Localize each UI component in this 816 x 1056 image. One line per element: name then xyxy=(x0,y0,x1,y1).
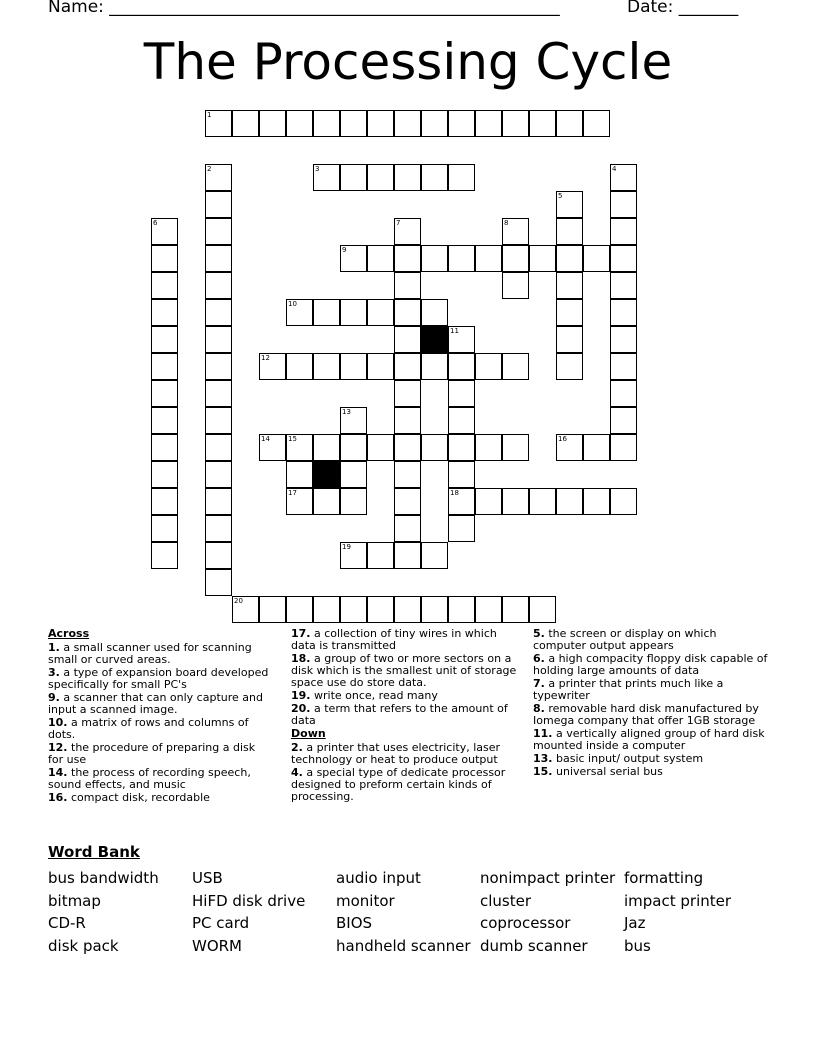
crossword-cell[interactable] xyxy=(205,488,232,515)
word-bank-item: bitmap xyxy=(48,891,101,910)
clue-number: 14. xyxy=(48,766,68,779)
crossword-cell[interactable] xyxy=(259,353,286,380)
crossword-cell[interactable] xyxy=(205,407,232,434)
crossword-cell[interactable] xyxy=(502,353,529,380)
word-bank-item: USB xyxy=(192,869,223,887)
crossword-cell[interactable] xyxy=(394,218,421,245)
clue-number: 20. xyxy=(291,702,311,715)
crossword-cell[interactable] xyxy=(286,434,313,461)
clue-text: a collection of tiny wires in which data is transmitted xyxy=(291,627,497,652)
crossword-cell[interactable] xyxy=(475,596,502,623)
crossword-cell[interactable] xyxy=(556,326,583,353)
clue-down-2 xyxy=(291,742,525,766)
crossword-cell[interactable] xyxy=(340,488,367,515)
crossword-cell[interactable] xyxy=(421,542,448,569)
crossword-cell[interactable] xyxy=(610,272,637,299)
crossword-cell[interactable] xyxy=(151,407,178,434)
crossword-cell[interactable] xyxy=(367,353,394,380)
crossword-cell[interactable] xyxy=(340,245,367,272)
crossword-cell[interactable] xyxy=(394,272,421,299)
crossword-cell[interactable] xyxy=(448,326,475,353)
clue-number-label: 7 xyxy=(396,219,401,227)
crossword-cell[interactable] xyxy=(394,596,421,623)
crossword-cell[interactable] xyxy=(286,488,313,515)
clue-number: 15. xyxy=(533,765,553,778)
crossword-cell[interactable] xyxy=(232,110,259,137)
clues-column-1 xyxy=(48,628,270,805)
crossword-cell[interactable] xyxy=(340,542,367,569)
clue-across-3 xyxy=(48,667,270,691)
word-bank-item: nonimpact printer xyxy=(480,869,616,887)
crossword-cell[interactable] xyxy=(394,164,421,191)
clue-number-label: 10 xyxy=(288,300,297,308)
crossword-cell[interactable] xyxy=(448,164,475,191)
crossword-cell[interactable] xyxy=(421,164,448,191)
clue-text: a scanner that can only capture and input a scanned image. xyxy=(48,691,263,716)
crossword-cell[interactable] xyxy=(205,191,232,218)
crossword-cell[interactable] xyxy=(502,272,529,299)
crossword-cell[interactable] xyxy=(556,272,583,299)
clue-number: 2. xyxy=(291,741,303,754)
clue-number-label: 11 xyxy=(450,327,459,335)
name-field[interactable]: Name: _____________________________________________________ xyxy=(48,0,560,17)
across-heading: Across xyxy=(48,627,90,640)
clue-across-16 xyxy=(48,792,270,804)
crossword-cell[interactable] xyxy=(151,299,178,326)
crossword-cell[interactable] xyxy=(610,326,637,353)
clue-number-label: 15 xyxy=(288,435,297,443)
crossword-cell[interactable] xyxy=(232,596,259,623)
word-bank-item: cluster xyxy=(480,891,532,910)
crossword-cell[interactable] xyxy=(610,245,637,272)
crossword-cell[interactable] xyxy=(610,434,637,461)
crossword-cell[interactable] xyxy=(502,218,529,245)
clue-number: 11. xyxy=(533,727,553,740)
crossword-cell[interactable] xyxy=(205,569,232,596)
clue-text: the procedure of preparing a disk for use xyxy=(48,741,256,766)
clues-column-2 xyxy=(291,628,525,804)
crossword-cell[interactable] xyxy=(529,110,556,137)
crossword-cell[interactable] xyxy=(394,110,421,137)
clue-text: the screen or display on which computer output appears xyxy=(533,627,717,652)
clue-text: the process of recording speech, sound effects, and music xyxy=(48,766,251,791)
crossword-cell[interactable] xyxy=(475,488,502,515)
clue-text: a small scanner used for scanning small or curved areas. xyxy=(48,641,252,666)
word-bank-item: BIOS xyxy=(336,914,373,933)
crossword-cell[interactable] xyxy=(583,245,610,272)
crossword-cell[interactable] xyxy=(205,542,232,569)
crossword-cell[interactable] xyxy=(448,245,475,272)
clue-number: 7. xyxy=(533,677,545,690)
crossword-cell[interactable] xyxy=(394,434,421,461)
crossword-cell[interactable] xyxy=(286,596,313,623)
crossword-cell[interactable] xyxy=(286,353,313,380)
word-bank-column xyxy=(624,867,731,958)
crossword-cell[interactable] xyxy=(313,596,340,623)
crossword-cell[interactable] xyxy=(286,299,313,326)
clue-across-14 xyxy=(48,767,270,791)
word-bank-item: HiFD disk drive xyxy=(192,891,306,910)
clue-number: 12. xyxy=(48,741,68,754)
crossword-cell[interactable] xyxy=(448,353,475,380)
clue-across-19 xyxy=(291,690,525,702)
crossword-cell[interactable] xyxy=(448,515,475,542)
clue-number-label: 14 xyxy=(261,435,270,443)
clue-number-label: 12 xyxy=(261,354,270,362)
crossword-cell[interactable] xyxy=(610,299,637,326)
crossword-cell[interactable] xyxy=(151,272,178,299)
word-bank-item: formatting xyxy=(624,869,704,887)
clue-number-label: 19 xyxy=(342,543,351,551)
crossword-cell[interactable] xyxy=(556,245,583,272)
clue-number-label: 8 xyxy=(504,219,509,227)
crossword-cell[interactable] xyxy=(394,353,421,380)
crossword-cell[interactable] xyxy=(205,461,232,488)
crossword-cell[interactable] xyxy=(610,353,637,380)
crossword-cell[interactable] xyxy=(313,299,340,326)
clue-text: a matrix of rows and columns of dots. xyxy=(48,716,249,741)
clue-text: a special type of dedicate processor designed to preform certain kinds of processing. xyxy=(291,766,506,803)
word-bank-item: PC card xyxy=(192,914,250,933)
crossword-cell[interactable] xyxy=(448,434,475,461)
clue-number: 13. xyxy=(533,752,553,765)
word-bank-item: monitor xyxy=(336,891,395,910)
crossword-cell[interactable] xyxy=(340,461,367,488)
word-bank-item: Jaz xyxy=(624,914,646,933)
crossword-cell[interactable] xyxy=(340,164,367,191)
word-bank-column xyxy=(192,867,305,958)
crossword-cell[interactable] xyxy=(151,434,178,461)
crossword-cell[interactable] xyxy=(151,488,178,515)
crossword-cell[interactable] xyxy=(610,407,637,434)
clue-down-15 xyxy=(533,766,769,778)
crossword-cell[interactable] xyxy=(367,542,394,569)
word-bank-item: audio input xyxy=(336,869,421,887)
crossword-cell[interactable] xyxy=(151,326,178,353)
clue-down-5 xyxy=(533,628,769,652)
clue-text: write once, read many xyxy=(314,689,438,702)
clue-number: 8. xyxy=(533,702,545,715)
crossword-cell[interactable] xyxy=(205,380,232,407)
crossword-cell[interactable] xyxy=(421,353,448,380)
crossword-cell[interactable] xyxy=(205,164,232,191)
word-bank-item: disk pack xyxy=(48,937,119,956)
clue-number: 10. xyxy=(48,716,68,729)
clue-number-label: 13 xyxy=(342,408,351,416)
crossword-cell[interactable] xyxy=(394,515,421,542)
clue-text: a high compacity floppy disk capable of holding large amounts of data xyxy=(533,652,768,677)
clue-number: 3. xyxy=(48,666,60,679)
crossword-cell[interactable] xyxy=(556,218,583,245)
crossword-cell[interactable] xyxy=(448,110,475,137)
crossword-cell[interactable] xyxy=(367,299,394,326)
crossword-cell[interactable] xyxy=(313,434,340,461)
crossword-cell[interactable] xyxy=(205,515,232,542)
crossword-cell[interactable] xyxy=(421,596,448,623)
clue-down-7 xyxy=(533,678,769,702)
crossword-cell[interactable] xyxy=(502,596,529,623)
clue-number-label: 20 xyxy=(234,597,243,605)
clue-text: a printer that uses electricity, laser technology or heat to produce output xyxy=(291,741,501,766)
crossword-cell[interactable] xyxy=(259,596,286,623)
crossword-cell[interactable] xyxy=(610,488,637,515)
crossword-cell[interactable] xyxy=(448,596,475,623)
crossword-cell[interactable] xyxy=(340,407,367,434)
crossword-cell[interactable] xyxy=(205,272,232,299)
crossword-cell[interactable] xyxy=(475,245,502,272)
word-bank-item: bus xyxy=(624,937,651,956)
crossword-cell[interactable] xyxy=(151,218,178,245)
crossword-cell[interactable] xyxy=(556,191,583,218)
clue-across-1 xyxy=(48,642,270,666)
crossword-cell[interactable] xyxy=(151,353,178,380)
clue-text: a type of expansion board developed specifically for small PC's xyxy=(48,666,269,691)
clue-text: a printer that prints much like a typewriter xyxy=(533,677,724,702)
clue-text: compact disk, recordable xyxy=(71,791,210,804)
clue-across-9 xyxy=(48,692,270,716)
clue-number-label: 1 xyxy=(207,111,212,119)
clue-number-label: 5 xyxy=(558,192,563,200)
crossword-cell[interactable] xyxy=(205,299,232,326)
crossword-cell[interactable] xyxy=(286,110,313,137)
crossword-cell[interactable] xyxy=(394,380,421,407)
crossword-cell[interactable] xyxy=(502,434,529,461)
crossword-cell[interactable] xyxy=(151,515,178,542)
clue-number: 18. xyxy=(291,652,311,665)
crossword-cell[interactable] xyxy=(529,488,556,515)
clue-number: 1. xyxy=(48,641,60,654)
crossword-cell[interactable] xyxy=(448,461,475,488)
clue-number-label: 18 xyxy=(450,489,459,497)
word-bank-column xyxy=(336,867,471,958)
word-bank-item: coprocessor xyxy=(480,914,571,933)
crossword-cell[interactable] xyxy=(367,110,394,137)
crossword-cell[interactable] xyxy=(313,110,340,137)
crossword-cell[interactable] xyxy=(205,110,232,137)
word-bank-item: handheld scanner xyxy=(336,937,471,956)
crossword-cell[interactable] xyxy=(259,110,286,137)
word-bank-item: impact printer xyxy=(624,891,732,910)
crossword-cell[interactable] xyxy=(610,218,637,245)
crossword-cell[interactable] xyxy=(313,353,340,380)
crossword-cell[interactable] xyxy=(367,596,394,623)
crossword-cell[interactable] xyxy=(151,542,178,569)
crossword-cell[interactable] xyxy=(205,353,232,380)
clue-text: basic input/ output system xyxy=(556,752,704,765)
crossword-cell[interactable] xyxy=(151,245,178,272)
word-bank-item: CD-R xyxy=(48,914,86,933)
crossword-cell[interactable] xyxy=(583,110,610,137)
clue-across-17 xyxy=(291,628,525,652)
crossword-cell[interactable] xyxy=(448,488,475,515)
crossword-cell[interactable] xyxy=(394,407,421,434)
crossword-cell[interactable] xyxy=(394,461,421,488)
crossword-cell[interactable] xyxy=(394,299,421,326)
clue-across-20 xyxy=(291,703,525,727)
crossword-cell[interactable] xyxy=(205,218,232,245)
crossword-cell[interactable] xyxy=(394,488,421,515)
crossword-cell[interactable] xyxy=(475,353,502,380)
clue-number: 4. xyxy=(291,766,303,779)
crossword-cell[interactable] xyxy=(556,434,583,461)
crossword-cell[interactable] xyxy=(529,596,556,623)
clue-down-6 xyxy=(533,653,769,677)
clue-across-18 xyxy=(291,653,525,689)
clue-number: 9. xyxy=(48,691,60,704)
crossword-cell[interactable] xyxy=(583,434,610,461)
clue-number: 6. xyxy=(533,652,545,665)
word-bank-item: dumb scanner xyxy=(480,937,588,956)
clue-down-4 xyxy=(291,767,525,803)
crossword-block xyxy=(421,326,448,353)
down-heading: Down xyxy=(291,727,326,740)
crossword-cell[interactable] xyxy=(502,488,529,515)
crossword-cell[interactable] xyxy=(556,488,583,515)
crossword-block xyxy=(313,461,340,488)
clue-down-11 xyxy=(533,728,769,752)
crossword-cell[interactable] xyxy=(286,461,313,488)
crossword-cell[interactable] xyxy=(394,326,421,353)
crossword-cell[interactable] xyxy=(367,164,394,191)
clue-number-label: 17 xyxy=(288,489,297,497)
crossword-cell[interactable] xyxy=(610,191,637,218)
crossword-cell[interactable] xyxy=(529,245,556,272)
clues-column-3 xyxy=(533,628,769,779)
clue-number-label: 3 xyxy=(315,165,320,173)
crossword-cell[interactable] xyxy=(367,245,394,272)
word-bank-column xyxy=(48,867,159,958)
clue-down-8 xyxy=(533,703,769,727)
crossword-cell[interactable] xyxy=(556,353,583,380)
date-field[interactable]: Date: _______ xyxy=(627,0,739,17)
crossword-cell[interactable] xyxy=(205,326,232,353)
crossword-cell[interactable] xyxy=(151,380,178,407)
crossword-cell[interactable] xyxy=(556,110,583,137)
crossword-cell[interactable] xyxy=(475,434,502,461)
crossword-cell[interactable] xyxy=(259,434,286,461)
clue-text: a group of two or more sectors on a disk which is the smallest unit of storage space use do store data. xyxy=(291,652,517,689)
clue-number: 5. xyxy=(533,627,545,640)
crossword-cell[interactable] xyxy=(421,245,448,272)
clue-number-label: 9 xyxy=(342,246,347,254)
crossword-cell[interactable] xyxy=(610,164,637,191)
page-title: The Processing Cycle xyxy=(143,33,673,91)
clue-number-label: 6 xyxy=(153,219,158,227)
clue-number-label: 2 xyxy=(207,165,212,173)
clue-number: 17. xyxy=(291,627,311,640)
crossword-cell[interactable] xyxy=(421,110,448,137)
word-bank-column xyxy=(480,867,615,958)
crossword-cell[interactable] xyxy=(340,299,367,326)
crossword-cell[interactable] xyxy=(502,245,529,272)
clue-across-12 xyxy=(48,742,270,766)
crossword-cell[interactable] xyxy=(367,434,394,461)
clue-text: a term that refers to the amount of data xyxy=(291,702,508,727)
clue-number-label: 16 xyxy=(558,435,567,443)
crossword-cell[interactable] xyxy=(475,110,502,137)
crossword-cell[interactable] xyxy=(151,461,178,488)
clue-text: a vertically aligned group of hard disk mounted inside a computer xyxy=(533,727,765,752)
clue-text: removable hard disk manufactured by Iomega company that offer 1GB storage xyxy=(533,702,759,727)
crossword-cell[interactable] xyxy=(610,380,637,407)
word-bank-item: bus bandwidth xyxy=(48,869,159,887)
crossword-cell[interactable] xyxy=(340,110,367,137)
crossword-cell[interactable] xyxy=(313,488,340,515)
crossword-cell[interactable] xyxy=(205,245,232,272)
clue-down-13 xyxy=(533,753,769,765)
crossword-cell[interactable] xyxy=(313,164,340,191)
crossword-cell[interactable] xyxy=(421,299,448,326)
clue-text: universal serial bus xyxy=(556,765,663,778)
word-bank-item: WORM xyxy=(192,937,243,956)
clue-number-label: 4 xyxy=(612,165,617,173)
crossword-cell[interactable] xyxy=(583,488,610,515)
crossword-cell[interactable] xyxy=(394,245,421,272)
crossword-cell[interactable] xyxy=(340,353,367,380)
crossword-cell[interactable] xyxy=(448,380,475,407)
crossword-cell[interactable] xyxy=(205,434,232,461)
crossword-cell[interactable] xyxy=(340,596,367,623)
clue-number: 16. xyxy=(48,791,68,804)
crossword-cell[interactable] xyxy=(421,434,448,461)
word-bank-title: Word Bank xyxy=(48,843,140,861)
clue-across-10 xyxy=(48,717,270,741)
crossword-cell[interactable] xyxy=(448,407,475,434)
crossword-cell[interactable] xyxy=(556,299,583,326)
clue-number: 19. xyxy=(291,689,311,702)
crossword-cell[interactable] xyxy=(340,434,367,461)
crossword-cell[interactable] xyxy=(502,110,529,137)
crossword-cell[interactable] xyxy=(394,542,421,569)
